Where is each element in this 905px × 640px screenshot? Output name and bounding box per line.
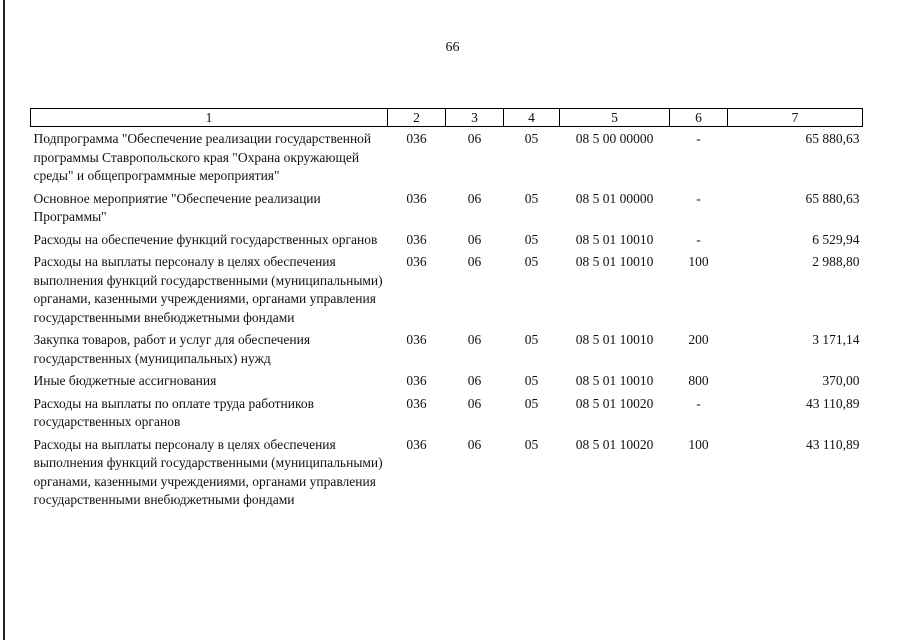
page-number: 66 [445, 40, 460, 55]
table-header-row [31, 109, 863, 127]
section-code-cell: 06 [467, 131, 482, 146]
row-name-cell: Расходы на выплаты персоналу в целях обеспечения выполнения функций государственными (муниципальными) органами, казенными учреждениями, органами управления государственными внебюджетными фондами [33, 254, 383, 325]
section-code-cell: 06 [467, 231, 482, 247]
target-article-cell: 08 5 01 10010 [575, 254, 654, 269]
expense-type-cell: 800 [688, 373, 709, 388]
expense-type-cell: - [696, 395, 701, 411]
subsection-code-cell: 05 [524, 332, 539, 347]
column-header-6: 6 [670, 109, 728, 127]
row-name-cell: Расходы на выплаты по оплате труда работников государственных органов [33, 395, 314, 429]
amount-cell: 2 988,80 [812, 254, 860, 269]
table-row [31, 433, 863, 511]
row-name-cell: Расходы на выплаты персоналу в целях обеспечения выполнения функций государственными (муниципальными) органами, казенными учреждениями, органами управления государственными внебюджетными фондами [33, 436, 383, 507]
expense-type-cell: 200 [688, 332, 709, 347]
expense-type-cell: 100 [688, 254, 709, 269]
amount-cell: 65 880,63 [805, 190, 860, 206]
table-row [31, 127, 863, 187]
amount-cell: 65 880,63 [805, 131, 860, 146]
subsection-code-cell: 05 [524, 231, 539, 247]
ministry-code-cell: 036 [406, 131, 427, 146]
column-header-3: 3 [446, 109, 504, 127]
section-code-cell: 06 [467, 436, 482, 452]
ministry-code-cell: 036 [406, 190, 427, 206]
table-row [31, 187, 863, 228]
expense-type-cell: 100 [688, 436, 709, 452]
table-row [31, 228, 863, 251]
amount-cell: 43 110,89 [806, 436, 860, 452]
target-article-cell: 08 5 00 00000 [575, 131, 654, 146]
column-header-7: 7 [728, 109, 863, 127]
section-code-cell: 06 [467, 373, 482, 388]
target-article-cell: 08 5 01 10010 [575, 231, 654, 247]
expense-type-cell: - [696, 131, 701, 146]
amount-cell: 43 110,89 [806, 395, 860, 411]
subsection-code-cell: 05 [524, 131, 539, 146]
ministry-code-cell: 036 [406, 373, 427, 388]
column-header-2: 2 [388, 109, 446, 127]
target-article-cell: 08 5 01 10020 [575, 395, 654, 411]
section-code-cell: 06 [467, 254, 482, 269]
expense-type-cell: - [696, 190, 701, 206]
subsection-code-cell: 05 [524, 190, 539, 206]
column-header-4: 4 [504, 109, 560, 127]
expense-type-cell: - [696, 231, 701, 247]
ministry-code-cell: 036 [406, 254, 427, 269]
row-name-cell: Иные бюджетные ассигнования [33, 373, 217, 388]
target-article-cell: 08 5 01 10010 [575, 373, 654, 388]
row-name-cell: Расходы на обеспечение функций государственных органов [33, 231, 378, 247]
subsection-code-cell: 05 [524, 395, 539, 411]
amount-cell: 6 529,94 [812, 231, 860, 247]
subsection-code-cell: 05 [524, 436, 539, 452]
section-code-cell: 06 [467, 332, 482, 347]
column-header-5: 5 [560, 109, 670, 127]
target-article-cell: 08 5 01 00000 [575, 190, 654, 206]
section-code-cell: 06 [467, 395, 482, 411]
row-name-cell: Закупка товаров, работ и услуг для обеспечения государственных (муниципальных) нужд [33, 332, 311, 366]
budget-expenditure-table [30, 108, 863, 511]
row-name-cell: Основное мероприятие "Обеспечение реализации Программы" [33, 190, 321, 224]
ministry-code-cell: 036 [406, 231, 427, 247]
column-header-1: 1 [31, 109, 388, 127]
amount-cell: 3 171,14 [812, 332, 860, 347]
subsection-code-cell: 05 [524, 373, 539, 388]
table-row [31, 392, 863, 433]
subsection-code-cell: 05 [524, 254, 539, 269]
table-row [31, 369, 863, 392]
target-article-cell: 08 5 01 10020 [575, 436, 654, 452]
target-article-cell: 08 5 01 10010 [575, 332, 654, 347]
section-code-cell: 06 [467, 190, 482, 206]
ministry-code-cell: 036 [406, 436, 427, 452]
table-row [31, 328, 863, 369]
row-name-cell: Подпрограмма "Обеспечение реализации государственной программы Ставропольского края "Охрана окружающей среды" и общепрограммные мероприятия" [33, 131, 372, 183]
ministry-code-cell: 036 [406, 395, 427, 411]
table-row [31, 250, 863, 328]
ministry-code-cell: 036 [406, 332, 427, 347]
page-left-edge-rule [3, 0, 5, 640]
amount-cell: 370,00 [822, 373, 860, 388]
